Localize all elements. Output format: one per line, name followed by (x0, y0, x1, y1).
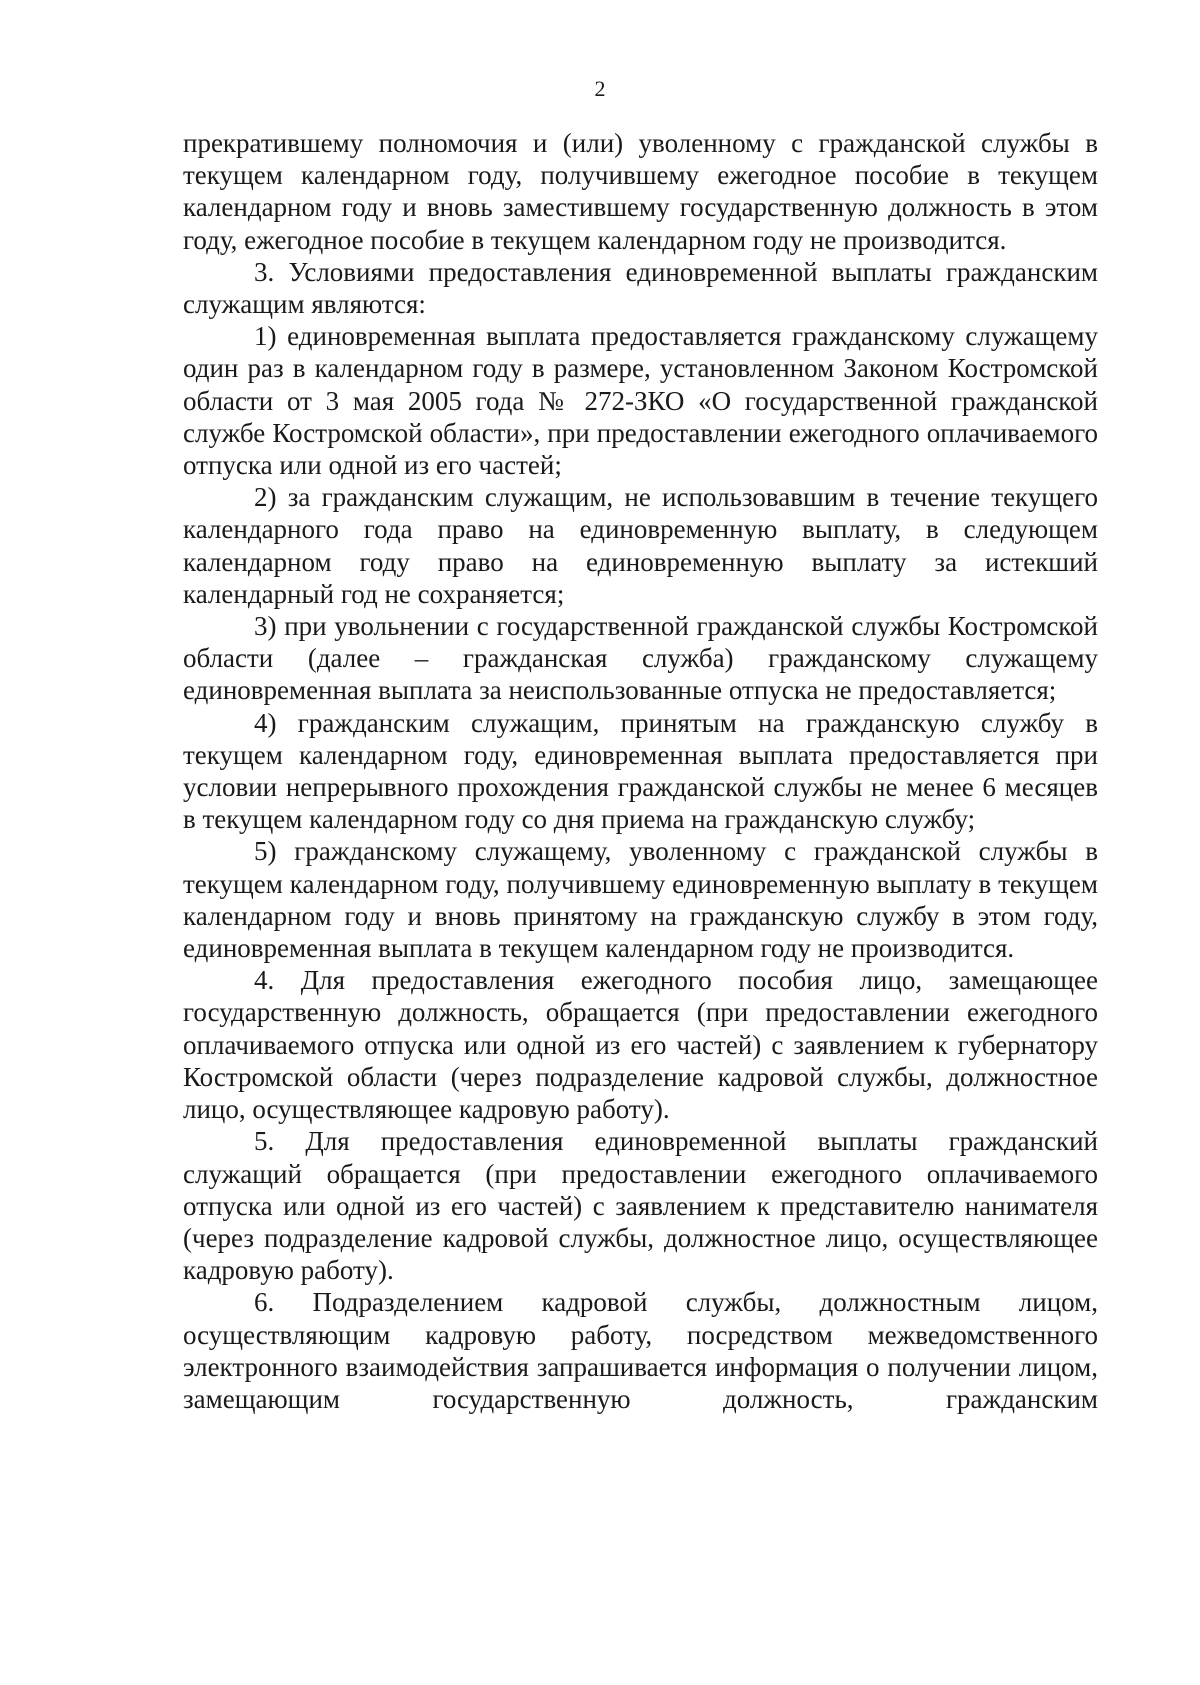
paragraph-subitem-5: 5) гражданскому служащему, уволенному с гражданской службы в текущем календарном году, получившему единовременную выплату в текущем календарном году и вновь принятому на гражданскую службу в этом году, единовременная выплата в текущем календарном году не производится. (183, 836, 1098, 964)
page-number: 2 (594, 76, 606, 101)
paragraph-subitem-3: 3) при увольнении с государственной гражданской службы Костромской области (далее – гражданская служба) гражданскому служащему единовременная выплата за неиспользованные отпуска не предоставляется; (183, 611, 1098, 706)
paragraph-item-3: 3. Условиями предоставления единовременной выплаты гражданским служащим являются: (183, 256, 1098, 320)
paragraph-subitem-1: 1) единовременная выплата предоставляется гражданскому служащему один раз в календарном году в размере, установленном Законом Костромской области от 3 мая 2005 года № 272-ЗКО «О государственной гражданской службе Костромской области», при предоставлении ежегодного оплачиваемого отпуска или одной из его частей; (183, 321, 1098, 481)
document-body (183, 127, 1098, 1415)
paragraph-item-6: 6. Подразделением кадровой службы, должностным лицом, осуществляющим кадровую работу, посредством межведомственного электронного взаимодействия запрашивается информация о получении лицом, замещающим государственную должность, гражданским (183, 1287, 1098, 1414)
paragraph-item-5: 5. Для предоставления единовременной выплаты гражданский служащий обращается (при предоставлении ежегодного оплачиваемого отпуска или одной из его частей) с заявлением к представителю нанимателя (через подразделение кадровой службы, должностное лицо, осуществляющее кадровую работу). (183, 1126, 1098, 1286)
paragraph-subitem-4: 4) гражданским служащим, принятым на гражданскую службу в текущем календарном году, единовременная выплата предоставляется при условии непрерывного прохождения гражданской службы не менее 6 месяцев в текущем календарном году со дня приема на гражданскую службу; (183, 707, 1098, 835)
paragraph-subitem-2: 2) за гражданским служащим, не использовавшим в течение текущего календарного года право на единовременную выплату, в следующем календарном году право на единовременную выплату за истекший календарный год не сохраняется; (183, 482, 1098, 609)
paragraph-continuation: прекратившему полномочия и (или) уволенному с гражданской службы в текущем календарном году, получившему ежегодное пособие в текущем календарном году и вновь заместившему государственную должность в этом году, ежегодное пособие в текущем календарном году не производится. (183, 128, 1098, 255)
paragraph-item-4: 4. Для предоставления ежегодного пособия лицо, замещающее государственную должность, обращается (при предоставлении ежегодного оплачиваемого отпуска или одной из его частей) с заявлением к губернатору Костромской области (через подразделение кадровой службы, должностное лицо, осуществляющее кадровую работу). (183, 965, 1098, 1125)
